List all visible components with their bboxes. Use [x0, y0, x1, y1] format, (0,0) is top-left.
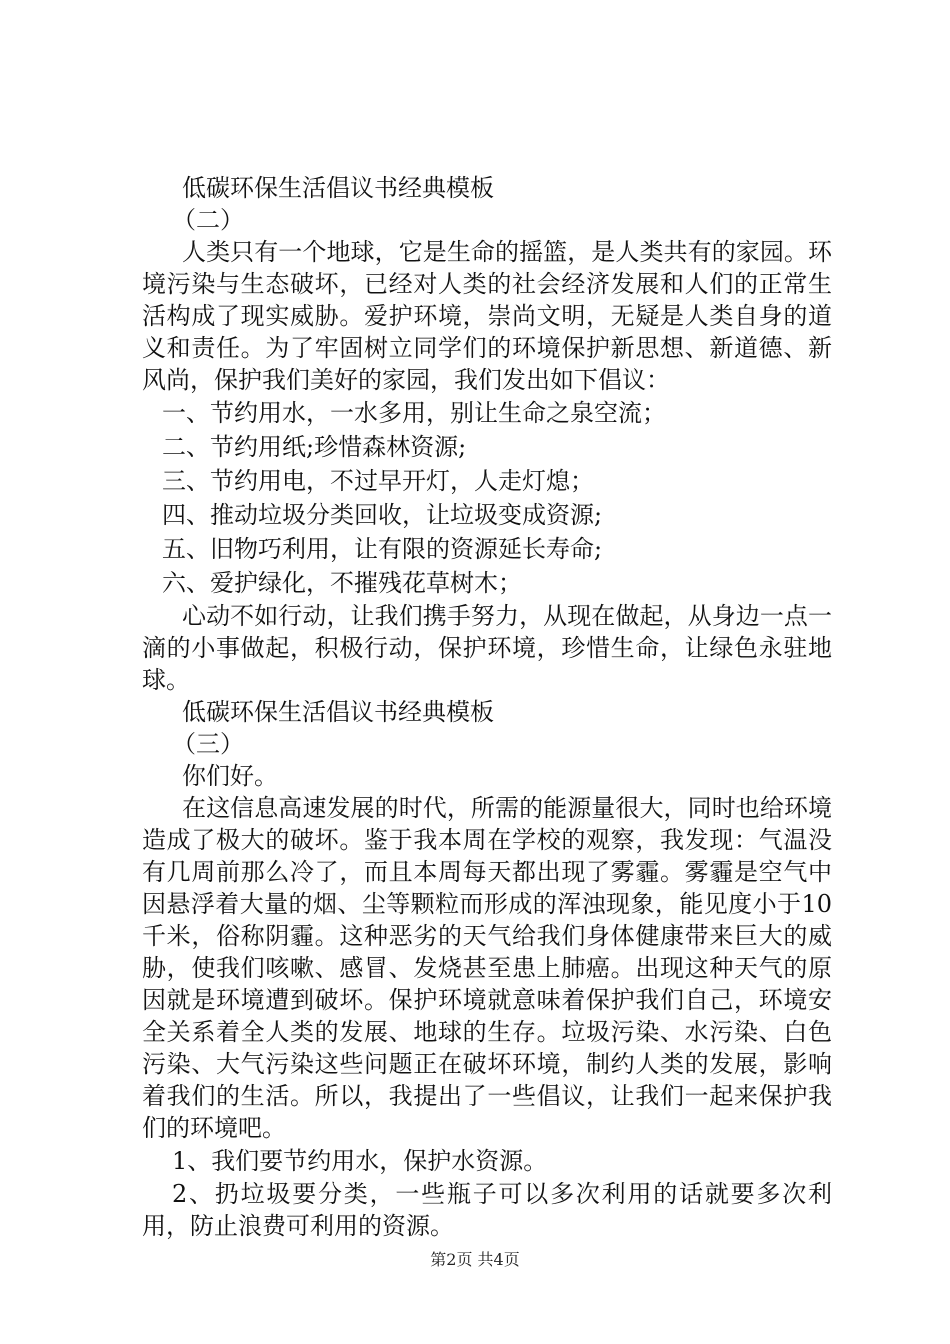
section3-body-paragraph: 在这信息高速发展的时代，所需的能源量很大，同时也给环境造成了极大的破坏。鉴于我本周在学校的观察，我发现：气温没有几周前那么冷了，而且本周每天都出现了雾霾。雾霾是空气中因悬浮着大量的烟、尘等颗粒而形成的浑浊现象，能见度小于10千米，俗称阴霾。这种恶劣的天气给我们身体健康带来巨大的威胁，使我们咳嗽、感冒、发烧甚至患上肺癌。出现这种天气的原因就是环境遭到破坏。保护环境就意味着保护我们自己，环境安全关系着全人类的发展、地球的生存。垃圾污染、水污染、白色污染、大气污染这些问题正在破坏环境，制约人类的发展，影响着我们的生活。所以，我提出了一些倡议，让我们一起来保护我们的环境吧。	[142, 794, 832, 1142]
section2-item: 三、节约用电，不过早开灯，人走灯熄；	[162, 467, 594, 495]
section2-item: 五、旧物巧利用，让有限的资源延长寿命;	[162, 535, 603, 563]
document-body	[142, 172, 832, 1242]
section3-greeting: 你们好。	[182, 762, 278, 790]
section3-item: 1、我们要节约用水，保护水资源。	[172, 1147, 548, 1175]
section2-intro-paragraph: 人类只有一个地球，它是生命的摇篮，是人类共有的家园。环境污染与生态破坏，已经对人类的社会经济发展和人们的正常生活构成了现实威胁。爱护环境，崇尚文明，无疑是人类自身的道义和责任。为了牢固树立同学们的环境保护新思想、新道德、新风尚，保护我们美好的家园，我们发出如下倡议：	[142, 238, 832, 394]
section2-item: 四、推动垃圾分类回收，让垃圾变成资源;	[162, 501, 603, 529]
section2-closing-paragraph: 心动不如行动，让我们携手努力，从现在做起，从身边一点一滴的小事做起，积极行动，保护环境，珍惜生命，让绿色永驻地球。	[142, 602, 832, 694]
section3-item: 2、扔垃圾要分类，一些瓶子可以多次利用的话就要多次利用，防止浪费可利用的资源。	[142, 1180, 832, 1240]
section2-title: 低碳环保生活倡议书经典模板	[182, 174, 494, 202]
page-footer: 第2页 共4页	[430, 1250, 520, 1269]
section2-item: 六、爱护绿化，不摧残花草树木；	[162, 569, 522, 597]
section2-number: （二）	[172, 206, 244, 234]
section3-title: 低碳环保生活倡议书经典模板	[182, 698, 494, 726]
section3-number: （三）	[172, 730, 244, 758]
section2-item: 一、节约用水，一水多用，别让生命之泉空流；	[162, 399, 666, 427]
section2-item: 二、节约用纸;珍惜森林资源;	[162, 433, 467, 461]
